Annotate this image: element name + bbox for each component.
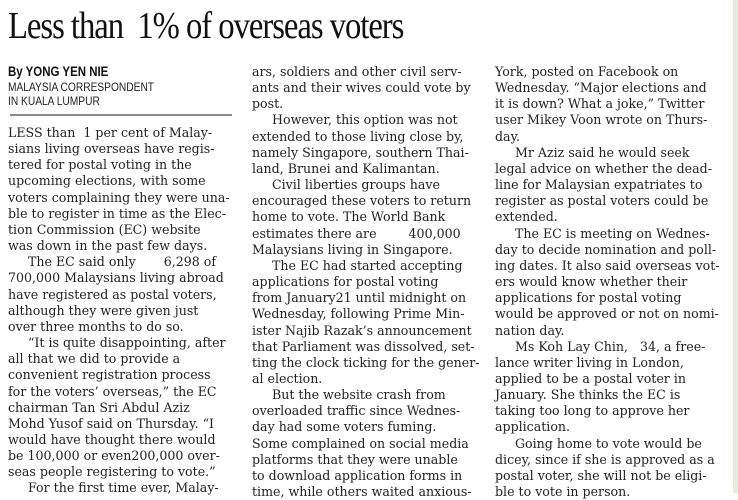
article-text-line: However, this option was not	[272, 112, 458, 128]
article-text-line: al election.	[252, 370, 323, 386]
article-text-line: it is down? What a joke,” Twitter	[495, 96, 705, 112]
byline	[8, 64, 209, 108]
byline-divider	[10, 114, 232, 116]
article-text-line: applied to be a postal voter in	[495, 370, 686, 386]
article-column-2	[252, 64, 488, 500]
article-text-line: nation day.	[495, 322, 565, 338]
article-text-line: convenient registration process	[8, 367, 211, 383]
article-text-line: voters complaining they were una-	[8, 189, 230, 205]
article-text-line: post.	[252, 96, 284, 112]
article-text-line: For the first time ever, Malay-	[28, 480, 219, 496]
article-text-line: postal voter, she will not be eligi-	[495, 467, 707, 483]
article-text-line: that Parliament was dissolved, set-	[252, 338, 475, 354]
article-text-line: ers would know whether their	[495, 274, 688, 290]
article-text-line: taking too long to approve her	[495, 403, 690, 419]
article-text-line: 700,000 Malaysians living abroad	[8, 270, 224, 286]
byline-author: By YONG YEN NIE	[8, 64, 109, 79]
article-text-line: tered for postal voting in the	[8, 157, 192, 173]
article-text-line: day to decide nomination and poll-	[495, 241, 717, 257]
article-text-line: Civil liberties groups have	[272, 177, 440, 193]
article-text-line: over three months to do so.	[8, 318, 184, 334]
article-text-line: applications for postal voting	[252, 274, 439, 290]
article-text-line: The EC had started accepting	[272, 257, 463, 273]
article-text-line: line for Malaysian expatriates to	[495, 177, 703, 193]
article-text-line: home to vote. The World Bank	[252, 209, 446, 225]
article-text-line: upcoming elections, with some	[8, 173, 206, 189]
article-text-line: The EC is meeting on Wednes-	[515, 225, 710, 241]
article-text-line: ister Najib Razak’s announcement	[252, 322, 472, 338]
article-text-line: lance writer living in London,	[495, 354, 684, 370]
byline-role: MALAYSIA CORRESPONDENT	[8, 80, 155, 94]
article-text-line: register as postal voters could be	[495, 193, 709, 209]
article-text-line: applications for postal voting	[495, 290, 682, 306]
article-text-line: overloaded traffic since Wednes-	[252, 403, 461, 419]
article-text-line: namely Singapore, southern Thai-	[252, 144, 469, 160]
article-text-line: have registered as postal voters,	[8, 286, 217, 302]
article-text-line: Ms Koh Lay Chin, 34, a free-	[515, 338, 706, 354]
article-text-line: chairman Tan Sri Abdul Aziz	[8, 399, 190, 415]
page-edge-strip	[733, 0, 738, 493]
article-text-line: Malaysians living in Singapore.	[252, 241, 453, 257]
article-text-line: ants and their wives could vote by	[252, 80, 471, 96]
article-text-line: to download application forms in	[252, 467, 463, 483]
article-text-line: extended.	[495, 209, 558, 225]
article-text-line: user Mikey Voon wrote on Thurs-	[495, 112, 708, 128]
article-text-line: day.	[495, 128, 521, 144]
article-text-line: Wednesday. “Major elections and	[495, 80, 707, 96]
article-text-line: January. She thinks the EC is	[495, 387, 681, 403]
article-text-line: time, while others waited anxious-	[252, 484, 472, 500]
article-text-line: would have thought there would	[8, 431, 216, 447]
article-text-line: The EC said only 6,298 of	[28, 254, 217, 270]
article-text-line: Wednesday, following Prime Min-	[252, 306, 465, 322]
article-text-line: all that we did to provide a	[8, 351, 181, 367]
article-text-line: dicey, since if she is approved as a	[495, 451, 715, 467]
column-1-text	[8, 125, 244, 497]
article-text-line: “It is quite disappointing, after	[28, 335, 226, 351]
byline-location: IN KUALA LUMPUR	[8, 94, 100, 108]
article-text-line: was down in the past few days.	[8, 238, 208, 254]
headline: Less than 1% of overseas voters	[8, 5, 404, 47]
article-text-line: day had some voters fuming.	[252, 419, 437, 435]
article-text-line: tion Commission (EC) website	[8, 221, 201, 237]
article-text-line: extended to those living close by,	[252, 128, 464, 144]
article-text-line: estimates there are 400,000	[252, 225, 461, 241]
article-text-line: sians living overseas have regis-	[8, 141, 215, 157]
article-text-line: encouraged these voters to return	[252, 193, 472, 209]
article-text-line: Mr Aziz said he would seek	[515, 144, 690, 160]
article-text-line: ing dates. It also said overseas vot-	[495, 257, 720, 273]
article-text-line: Mohd Yusof said on Thursday. “I	[8, 415, 214, 431]
column-2-text	[252, 64, 488, 500]
article-text-line: LESS than 1 per cent of Malay-	[8, 125, 213, 140]
article-column-1	[8, 64, 244, 497]
article-text-line: application.	[495, 419, 571, 435]
article-text-line: seas people registering to vote.”	[8, 464, 216, 480]
article-column-3	[495, 64, 731, 500]
article-text-line: York, posted on Facebook on	[495, 64, 679, 79]
article-text-line: ting the clock ticking for the gener-	[252, 354, 480, 370]
article-text-line: ble to register in time as the Elec-	[8, 205, 226, 221]
article-text-line: be 100,000 or even200,000 over-	[8, 448, 220, 464]
article-text-line: for the voters’ overseas,” the EC	[8, 383, 217, 399]
article-text-line: although they were given just	[8, 302, 199, 318]
column-3-text	[495, 64, 731, 500]
article-text-line: Going home to vote would be	[515, 435, 702, 451]
article-text-line: from January21 until midnight on	[252, 290, 467, 306]
article-text-line: But the website crash from	[272, 387, 446, 403]
article-text-line: Some complained on social media	[252, 435, 469, 451]
article-text-line: platforms that they were unable	[252, 451, 458, 467]
article-text-line: would be approved or not on nomi-	[495, 306, 719, 322]
article-text-line: ble to vote in person.	[495, 484, 631, 500]
article-text-line: ars, soldiers and other civil serv-	[252, 64, 462, 79]
article-text-line: legal advice on whether the dead-	[495, 160, 712, 176]
article-text-line: land, Brunei and Kalimantan.	[252, 160, 440, 176]
